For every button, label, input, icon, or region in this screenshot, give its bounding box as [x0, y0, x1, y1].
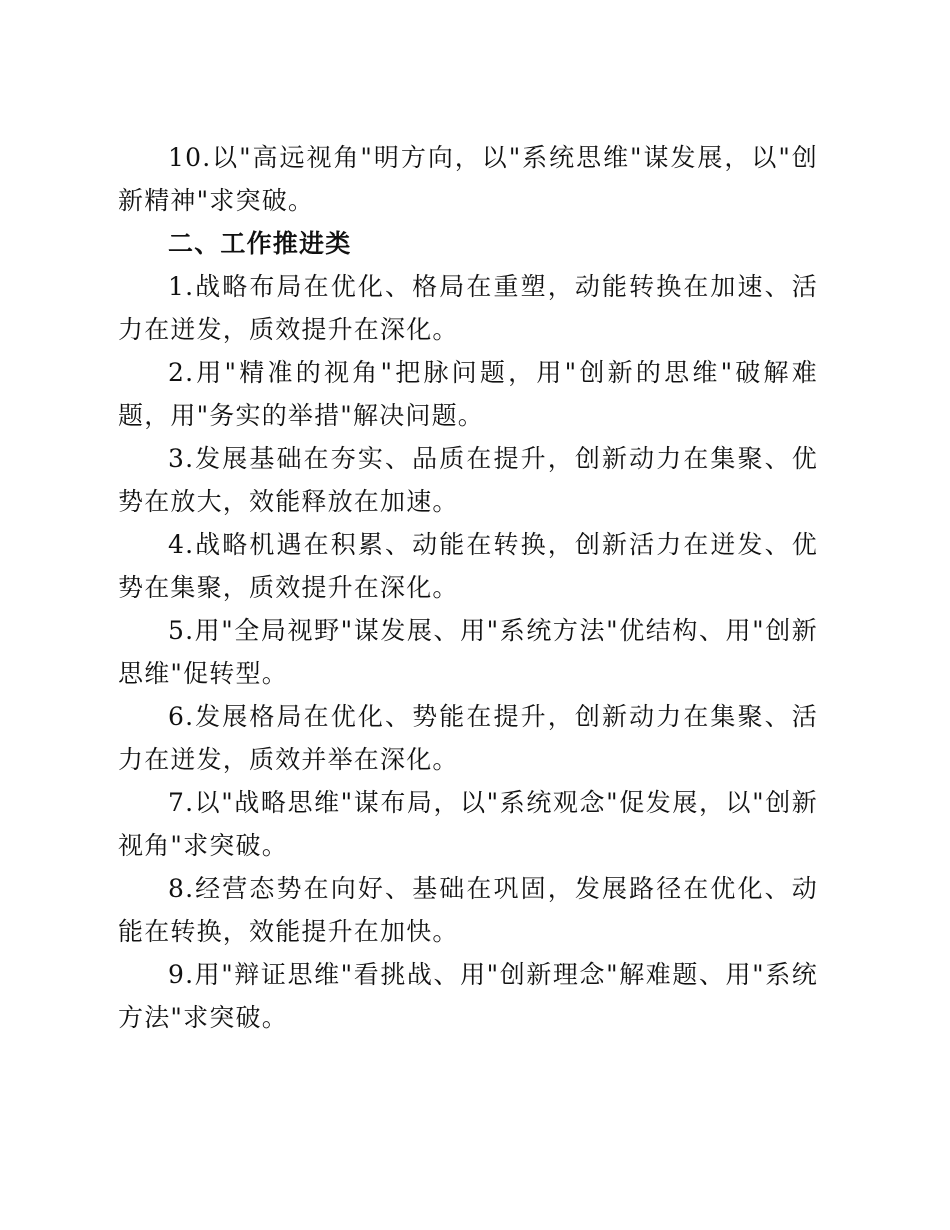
paragraph-item-2: 2.用"精准的视角"把脉问题，用"创新的思维"破解难题，用"务实的举措"解决问题。	[118, 358, 818, 430]
paragraph-item-7: 7.以"战略思维"谋布局，以"系统观念"促发展，以"创新视角"求突破。	[118, 788, 818, 860]
paragraph-item-1: 1.战略布局在优化、格局在重塑，动能转换在加速、活力在迸发，质效提升在深化。	[118, 272, 818, 344]
paragraph-item-3: 3.发展基础在夯实、品质在提升，创新动力在集聚、优势在放大，效能释放在加速。	[118, 444, 818, 516]
paragraph-item-10: 10.以"高远视角"明方向，以"系统思维"谋发展，以"创新精神"求突破。	[118, 143, 818, 215]
paragraph-item-4: 4.战略机遇在积累、动能在转换，创新活力在迸发、优势在集聚，质效提升在深化。	[118, 530, 818, 602]
paragraph-item-6: 6.发展格局在优化、势能在提升，创新动力在集聚、活力在迸发，质效并举在深化。	[118, 702, 818, 774]
document-page	[118, 136, 818, 1039]
paragraph-item-5: 5.用"全局视野"谋发展、用"系统方法"优结构、用"创新思维"促转型。	[118, 616, 818, 688]
section-heading: 二、工作推进类	[168, 229, 352, 258]
paragraph-item-8: 8.经营态势在向好、基础在巩固，发展路径在优化、动能在转换，效能提升在加快。	[118, 874, 818, 946]
paragraph-item-9: 9.用"辩证思维"看挑战、用"创新理念"解难题、用"系统方法"求突破。	[118, 960, 818, 1032]
